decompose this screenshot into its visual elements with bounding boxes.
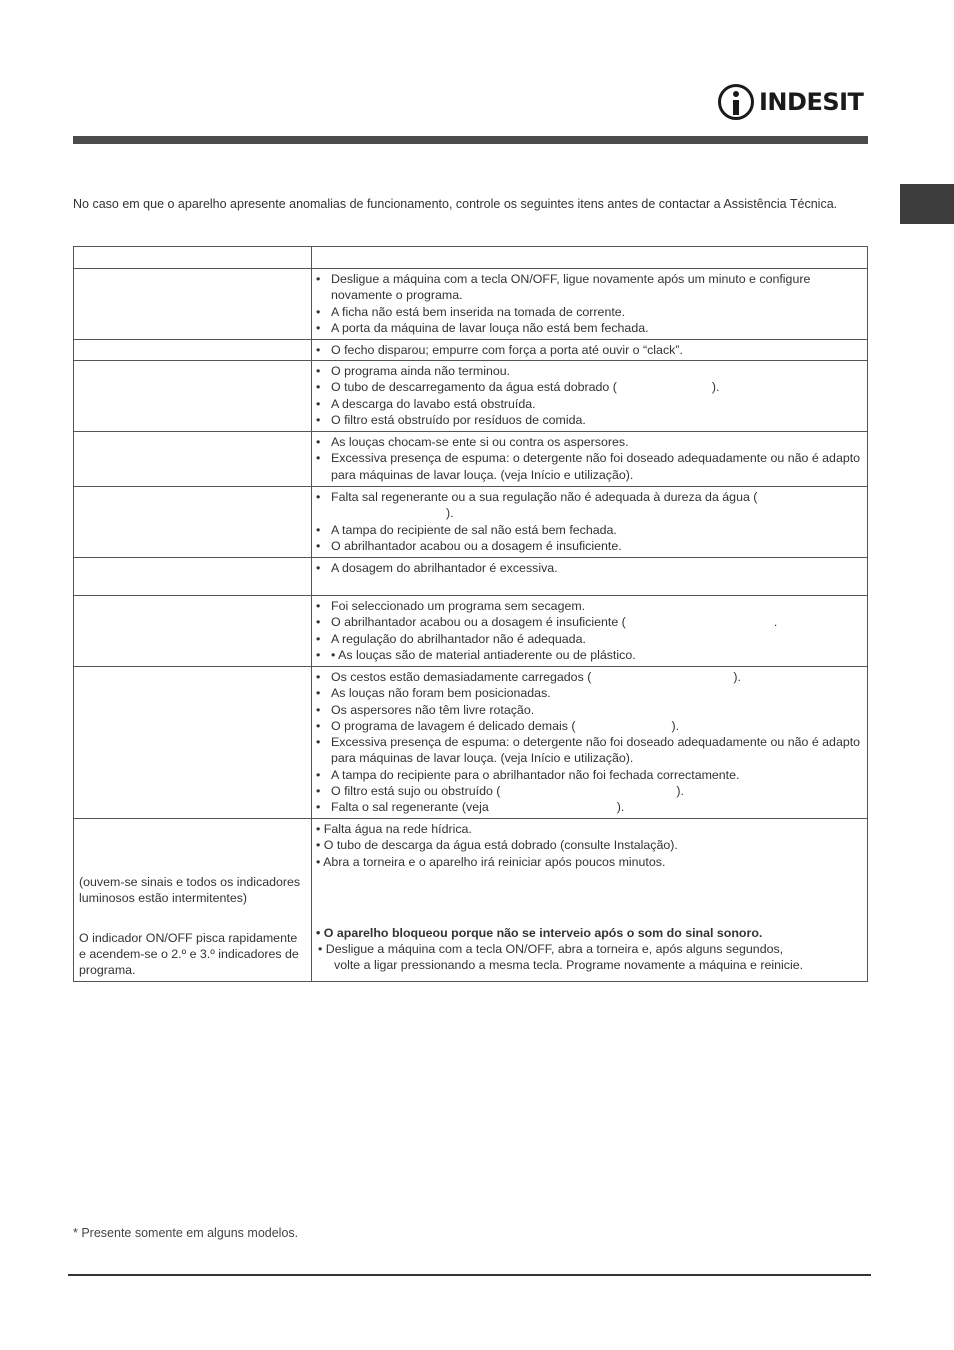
list-item (316, 631, 863, 647)
solution-list (312, 487, 867, 555)
solution-text: A porta da máquina de lavar louça não está bem fechada. (331, 320, 649, 335)
footer-rule (68, 1274, 871, 1276)
language-tab (900, 184, 954, 224)
solution-tail: ). (711, 380, 720, 395)
list-item (316, 647, 863, 663)
list-item (316, 434, 863, 450)
solution-text: O tubo de descarregamento da água está dobrado ( (331, 380, 617, 395)
table-row (74, 361, 868, 432)
solution-list (312, 558, 867, 577)
solution-list (312, 269, 867, 337)
solution-text: Falta sal regenerante ou a sua regulação não é adequada à dureza da água ( (331, 490, 758, 504)
solution-cell (312, 340, 868, 361)
problem-line: O indicador ON/OFF pisca rapidamente e acendem-se o 2.º e 3.º indicadores de programa. (79, 930, 299, 978)
header-cell-problem (74, 247, 312, 269)
problem-cell (74, 667, 312, 819)
table-header-row (74, 247, 868, 269)
table-row (74, 340, 868, 361)
solution-text: Excessiva presença de espuma: o detergente não foi doseado adequadamente ou não é adapto para máquinas de lavar louça. (veja Início e utilização). (331, 451, 861, 482)
solution-text: O abrilhantador acabou ou a dosagem é insuficiente ( (331, 615, 626, 630)
list-item (316, 799, 863, 815)
list-item (316, 734, 863, 767)
solution-text: O abrilhantador acabou ou a dosagem é insuficiente. (331, 538, 622, 553)
solution-list (312, 596, 867, 664)
solution-text: As louças chocam-se ente si ou contra os aspersores. (331, 435, 629, 449)
list-item (316, 522, 863, 538)
indesit-logo-icon (718, 84, 754, 120)
solution-line: • Falta água na rede hídrica. (316, 822, 472, 836)
solution-text: Falta o sal regenerante (veja (331, 800, 489, 815)
solution-tail: ). (446, 506, 454, 521)
solution-text: A tampa do recipiente para o abrilhantador não foi fechada correctamente. (331, 767, 740, 782)
table-row (74, 269, 868, 340)
solution-cell (312, 361, 868, 432)
solution-text: Foi seleccionado um programa sem secagem. (331, 599, 586, 613)
list-item (316, 783, 863, 799)
table-row (74, 432, 868, 487)
solution-list (312, 432, 867, 484)
table-row (74, 667, 868, 819)
list-item (316, 363, 863, 379)
solution-text: A regulação do abrilhantador não é adequada. (331, 631, 586, 646)
solution-tail: ). (616, 800, 625, 815)
list-item (316, 342, 863, 358)
solution-line: volte a ligar pressionando a mesma tecla. Programe novamente a máquina e reinicie. (334, 958, 804, 973)
solution-line: • O tubo de descarga da água está dobrado (consulte Instalação). (316, 838, 678, 853)
solution-line: • Abra a torneira e o aparelho irá reiniciar após poucos minutos. (316, 854, 666, 869)
list-item (316, 304, 863, 320)
problem-cell (74, 269, 312, 340)
list-item (316, 412, 863, 428)
list-item (316, 379, 863, 395)
intro-paragraph: No caso em que o aparelho apresente anomalias de funcionamento, controle os seguintes itens antes de contactar a Assistência Técnica. (73, 196, 838, 211)
problem-cell (74, 596, 312, 667)
problem-cell (74, 361, 312, 432)
solution-text: • As louças são de material antiaderente ou de plástico. (331, 647, 636, 662)
troubleshooting-table (73, 246, 868, 982)
solution-text: O programa de lavagem é delicado demais ( (331, 718, 576, 733)
list-item (316, 718, 863, 734)
indesit-logo (718, 80, 863, 124)
problem-cell (74, 487, 312, 558)
list-item (316, 489, 863, 522)
list-item (316, 598, 863, 614)
solution-text: A descarga do lavabo está obstruída. (331, 396, 536, 411)
logo-text: INDESIT (759, 88, 864, 116)
solution-list (312, 361, 867, 429)
problem-line: (ouvem-se sinais e todos os indicadores luminosos estão intermitentes) (79, 875, 301, 906)
list-item (316, 767, 863, 783)
solution-cell (312, 558, 868, 596)
table-row (74, 596, 868, 667)
solution-line: • Desligue a máquina com a tecla ON/OFF, abra a torneira e, após alguns segundos, (318, 942, 784, 957)
list-item (316, 702, 863, 718)
solution-cell (312, 432, 868, 487)
solution-text: Excessiva presença de espuma: o detergente não foi doseado adequadamente ou não é adapto para máquinas de lavar louça. (veja Início e utilização). (331, 735, 861, 766)
solution-text: Os cestos estão demasiadamente carregados ( (331, 670, 592, 684)
solution-text: Desligue a máquina com a tecla ON/OFF, ligue novamente após um minuto e configure novamente o programa. (331, 272, 811, 303)
solution-text: As louças não foram bem posicionadas. (331, 686, 551, 701)
solution-tail: . (773, 615, 778, 630)
solution-cell (312, 487, 868, 558)
solution-text: O filtro está obstruído por resíduos de comida. (331, 412, 586, 427)
solution-text: O filtro está sujo ou obstruído ( (331, 784, 501, 799)
solution-tail: ). (671, 718, 680, 733)
solution-cell (312, 596, 868, 667)
list-item (316, 271, 863, 304)
solution-cell (312, 269, 868, 340)
problem-text (74, 819, 311, 978)
solution-text: O fecho disparou; empurre com força a porta até ouvir o “clack”. (331, 343, 683, 357)
solution-list (312, 667, 867, 817)
solution-text: A ficha não está bem inserida na tomada de corrente. (331, 304, 626, 319)
solution-text: Os aspersores não têm livre rotação. (331, 702, 535, 717)
solution-cell (312, 819, 868, 982)
problem-cell (74, 558, 312, 596)
table-row (74, 558, 868, 596)
solution-text: O programa ainda não terminou. (331, 364, 511, 378)
problem-cell (74, 432, 312, 487)
list-item (316, 614, 863, 630)
solution-list (312, 340, 867, 359)
list-item (316, 538, 863, 554)
solution-text: A dosagem do abrilhantador é excessiva. (331, 561, 558, 575)
solution-tail: ). (733, 670, 741, 684)
list-item (316, 320, 863, 336)
problem-cell (74, 340, 312, 361)
list-item (316, 669, 863, 685)
header-rule (73, 136, 868, 144)
solution-block (312, 819, 867, 974)
problem-cell (74, 819, 312, 982)
list-item (316, 685, 863, 701)
solution-cell (312, 667, 868, 819)
list-item (316, 560, 863, 576)
solution-tail: ). (676, 784, 684, 799)
solution-text: A tampa do recipiente de sal não está bem fechada. (331, 522, 617, 537)
table-row-water-alarm (74, 819, 868, 982)
header-cell-solution (312, 247, 868, 269)
list-item (316, 450, 863, 483)
list-item (316, 396, 863, 412)
solution-line-bold: • O aparelho bloqueou porque não se interveio após o som do sinal sonoro. (316, 925, 763, 940)
table-row (74, 487, 868, 558)
footnote: * Presente somente em alguns modelos. (73, 1226, 299, 1240)
